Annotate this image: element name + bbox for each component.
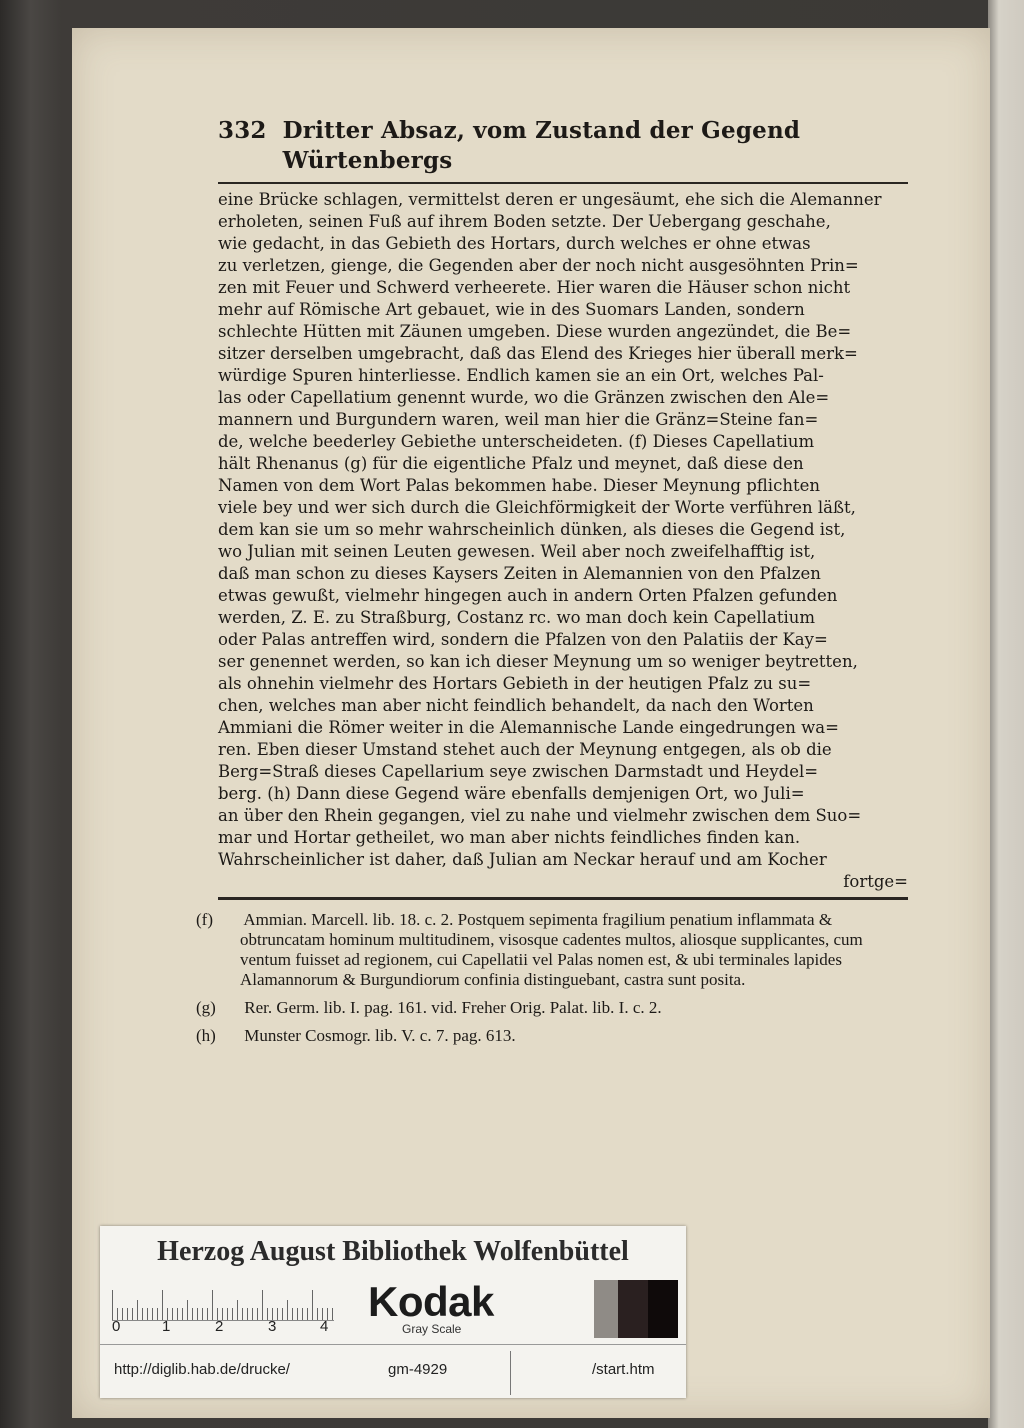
ruler-numbers [112,1318,342,1336]
ruler-tick [162,1290,163,1320]
text-line: viele bey und wer sich durch die Gleichförmigkeit der Worte verführen läßt, [218,498,856,517]
text-line: eine Brücke schlagen, vermittelst deren er ungesäumt, ehe sich die Alemanner [218,190,882,209]
footnote-h [196,1026,908,1046]
catchword: fortge= [843,872,908,891]
book-page [72,28,990,1418]
text-line: als ohnehin vielmehr des Hortars Gebieth in der heutigen Pfalz zu su= [218,674,812,693]
ruler-tick [137,1300,138,1320]
footnote-text: Rer. Germ. lib. I. pag. 161. vid. Freher Orig. Palat. lib. I. c. 2. [244,998,662,1017]
text-line: de, welche beederley Gebiethe unterscheideten. (f) Dieses Capellatium [218,432,815,451]
text-line: wo Julian mit seinen Leuten gewesen. Weil aber noch zweifelhafftig ist, [218,542,816,561]
text-line: sitzer derselben umgebracht, daß das Elend des Krieges hier überall merk= [218,344,858,363]
digital-library-url[interactable]: http://diglib.hab.de/drucke/ [114,1361,290,1378]
ruler-number: 0 [112,1318,121,1335]
footnote-mark: (f) [196,910,213,929]
text-line: Wahrscheinlicher ist daher, daß Julian am Neckar herauf und am Kocher [218,850,827,869]
text-line: ren. Eben dieser Umstand stehet auch der Meynung entgegen, als ob die [218,740,832,759]
footnotes [196,910,908,1046]
running-head [218,116,908,176]
footnote-f [196,910,908,990]
page-content [196,116,908,1054]
ruler-tick [187,1300,188,1320]
text-line: dem kan sie um so mehr wahrscheinlich dünken, als dieses die Gegend ist, [218,520,846,539]
footnote-text: Ammian. Marcell. lib. 18. c. 2. Postquem sepimenta fragilium penatium inflammata & obtruncatam hominum multitudinem, visosque cadentes multos, aliosque supplicantes, cum ventum fuisset ad regionem, cui Capellatii vel Palas nomen est, & ubi terminales lapides Alamannorum & Burgundiorum confinia distinguebant, castra sunt posita. [240,910,863,989]
text-line: chen, welches man aber nicht feindlich behandelt, da nach den Worten [218,696,814,715]
text-line: berg. (h) Dann diese Gegend wäre ebenfalls demjenigen Ort, wo Juli= [218,784,805,803]
ruler-tick [237,1300,238,1320]
text-line: an über den Rhein gegangen, viel zu nahe und vielmehr zwischen dem Suo= [218,806,862,825]
ruler-number: 1 [162,1318,171,1335]
head-rule [218,182,908,184]
shelfmark: gm-4929 [388,1361,448,1378]
text-line: würdige Spuren hinterliesse. Endlich kamen sie an ein Ort, welches Pal- [218,366,824,385]
ruler-tick [312,1290,313,1320]
page-number: 332 [218,117,267,144]
gray-swatch [648,1280,678,1338]
body-text [218,189,908,871]
text-line: erholeten, seinen Fuß auf ihrem Boden setzte. Der Uebergang geschahe, [218,212,831,231]
library-name: Herzog August Bibliothek Wolfenbüttel [157,1236,629,1267]
footnote-g [196,998,908,1018]
kodak-logo: Kodak [368,1278,494,1325]
ruler-tick [212,1290,213,1320]
text-line: daß man schon zu dieses Kaysers Zeiten in Alemannien von den Pfalzen [218,564,821,583]
text-line: ser genennet werden, so kan ich dieser Meynung um so weniger beytretten, [218,652,858,671]
text-line: oder Palas antreffen wird, sondern die Pfalzen von den Palatiis der Kay= [218,630,828,649]
text-line: Berg=Straß dieses Capellarium seye zwischen Darmstadt und Heydel= [218,762,819,781]
ruler-tick [262,1290,263,1320]
footnote-mark: (h) [196,1026,216,1045]
text-line: zen mit Feuer und Schwerd verheerete. Hier waren die Häuser schon nicht [218,278,851,297]
ruler-number: 4 [320,1318,329,1335]
footnote-text: Munster Cosmogr. lib. V. c. 7. pag. 613. [244,1026,516,1045]
next-page-edge [988,0,1024,1428]
text-line: Ammiani die Römer weiter in die Alemannische Lande eingedrungen wa= [218,718,839,737]
measurement-ruler [112,1284,334,1321]
text-line: wie gedacht, in das Gebieth des Hortars, durch welches er ohne etwas [218,234,811,253]
gray-swatch [572,1280,594,1338]
text-line: zu verletzen, gienge, die Gegenden aber der noch nicht ausgesöhnten Prin= [218,256,859,275]
footnote-mark: (g) [196,998,216,1017]
start-page-link[interactable]: /start.htm [592,1361,655,1378]
gray-swatch [618,1280,648,1338]
text-line: Namen von dem Wort Palas bekommen habe. Dieser Meynung pflichten [218,476,820,495]
gray-swatch [594,1280,618,1338]
ruler-tick [287,1300,288,1320]
text-line: mannern und Burgundern waren, weil man hier die Gränz=Steine fan= [218,410,819,429]
text-line: mar und Hortar getheilet, wo man aber nichts feindliches finden kan. [218,828,801,847]
ruler-tick [112,1290,113,1320]
text-line: schlechte Hütten mit Zäunen umgeben. Diese wurden angezündet, die Be= [218,322,852,341]
ruler-number: 2 [215,1318,224,1335]
text-line: werden, Z. E. zu Straßburg, Costanz rc. wo man doch kein Capellatium [218,608,816,627]
ruler-number: 3 [268,1318,277,1335]
url-divider [510,1351,511,1395]
text-line: etwas gewußt, vielmehr hingegen auch in andern Orten Pfalzen gefunden [218,586,838,605]
running-title: Dritter Absaz, vom Zustand der Gegend Würtenbergs [282,117,801,174]
color-calibration-target [100,1226,686,1398]
gray-scale-label: Gray Scale [402,1322,462,1336]
text-line: hält Rhenanus (g) für die eigentliche Pfalz und meynet, daß diese den [218,454,804,473]
text-line: mehr auf Römische Art gebauet, wie in des Suomars Landen, sondern [218,300,805,319]
text-line: las oder Capellatium genennt wurde, wo die Gränzen zwischen den Ale= [218,388,830,407]
footnote-rule [218,897,908,900]
url-bar [100,1344,686,1399]
